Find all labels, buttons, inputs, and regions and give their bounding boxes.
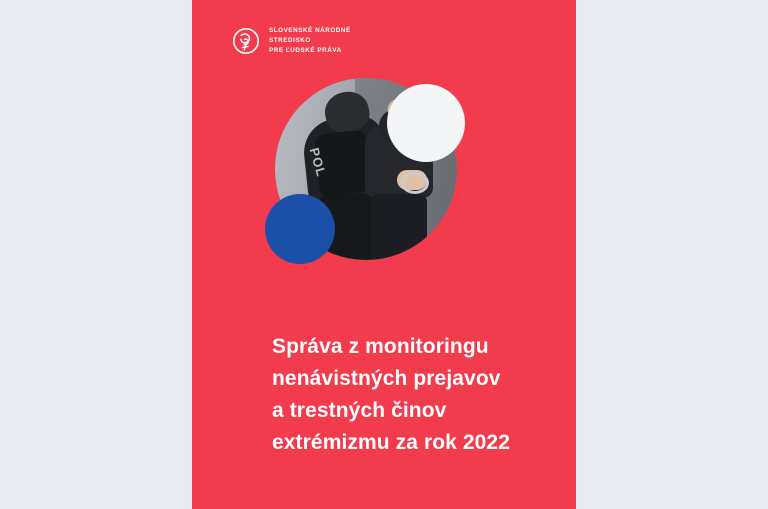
cover-photo [265,78,495,263]
person-legs [371,194,427,260]
white-circle-decoration [387,84,465,162]
title-line-4: extrémizmu za rok 2022 [272,430,510,454]
page-title [272,331,552,459]
title-line-3: a trestných činov [272,398,447,422]
title-line-2: nenávistných prejavov [272,366,501,390]
title-line-1: Správa z monitoringu [272,335,489,358]
blue-circle-decoration [265,194,335,264]
vest-label: POL [306,146,330,179]
snslp-emblem-icon [232,26,260,56]
logo-text [269,26,351,57]
report-cover [192,0,576,509]
logo-line-3: PRE ĽUDSKÉ PRÁVA [269,47,342,55]
logo [232,26,351,57]
handcuffs-icon [401,172,429,194]
logo-line-1: SLOVENSKÉ NÁRODNÉ [269,27,351,34]
logo-line-2: STREDISKO [269,37,311,45]
